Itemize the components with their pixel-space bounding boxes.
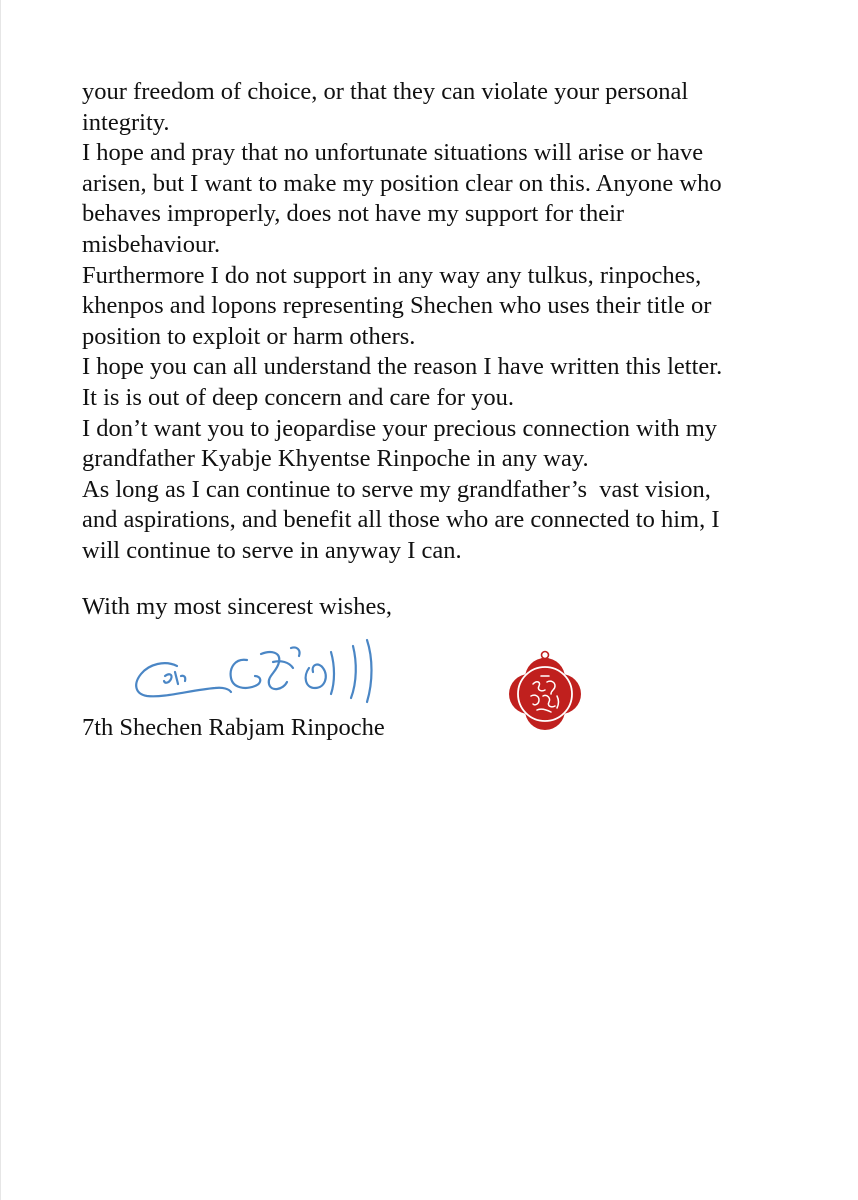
paragraph-6: As long as I can continue to serve my grandfather’s vast vision, and aspirations, and benefit all those who are connected to him, I will continue to serve in anyway I can. — [82, 475, 720, 564]
closing-line: With my most sincerest wishes, — [82, 593, 392, 620]
paragraph-1: your freedom of choice, or that they can violate your personal integrity. — [82, 78, 689, 136]
paragraph-5: I don’t want you to jeopardise your precious connection with my grandfather Kyabje Khyentse Rinpoche in any way. — [82, 414, 718, 473]
red-seal-icon — [501, 648, 589, 738]
paragraph-4: I hope you can all understand the reason I have written this letter. It is is out of deep concern and care for you. — [82, 353, 723, 411]
paragraph-3: Furthermore I do not support in any way any tulkus, rinpoches, khenpos and lopons representing Shechen who uses their title or position to exploit or harm others. — [82, 261, 712, 350]
signatory-name: 7th Shechen Rabjam Rinpoche — [82, 714, 385, 741]
paragraph-2: I hope and pray that no unfortunate situations will arise or have arisen, but I want to make my position clear on this. Anyone who behaves improperly, does not have my support for their misbehaviour. — [82, 139, 722, 258]
handwritten-signature-icon — [131, 632, 391, 712]
letter-body — [82, 77, 782, 567]
